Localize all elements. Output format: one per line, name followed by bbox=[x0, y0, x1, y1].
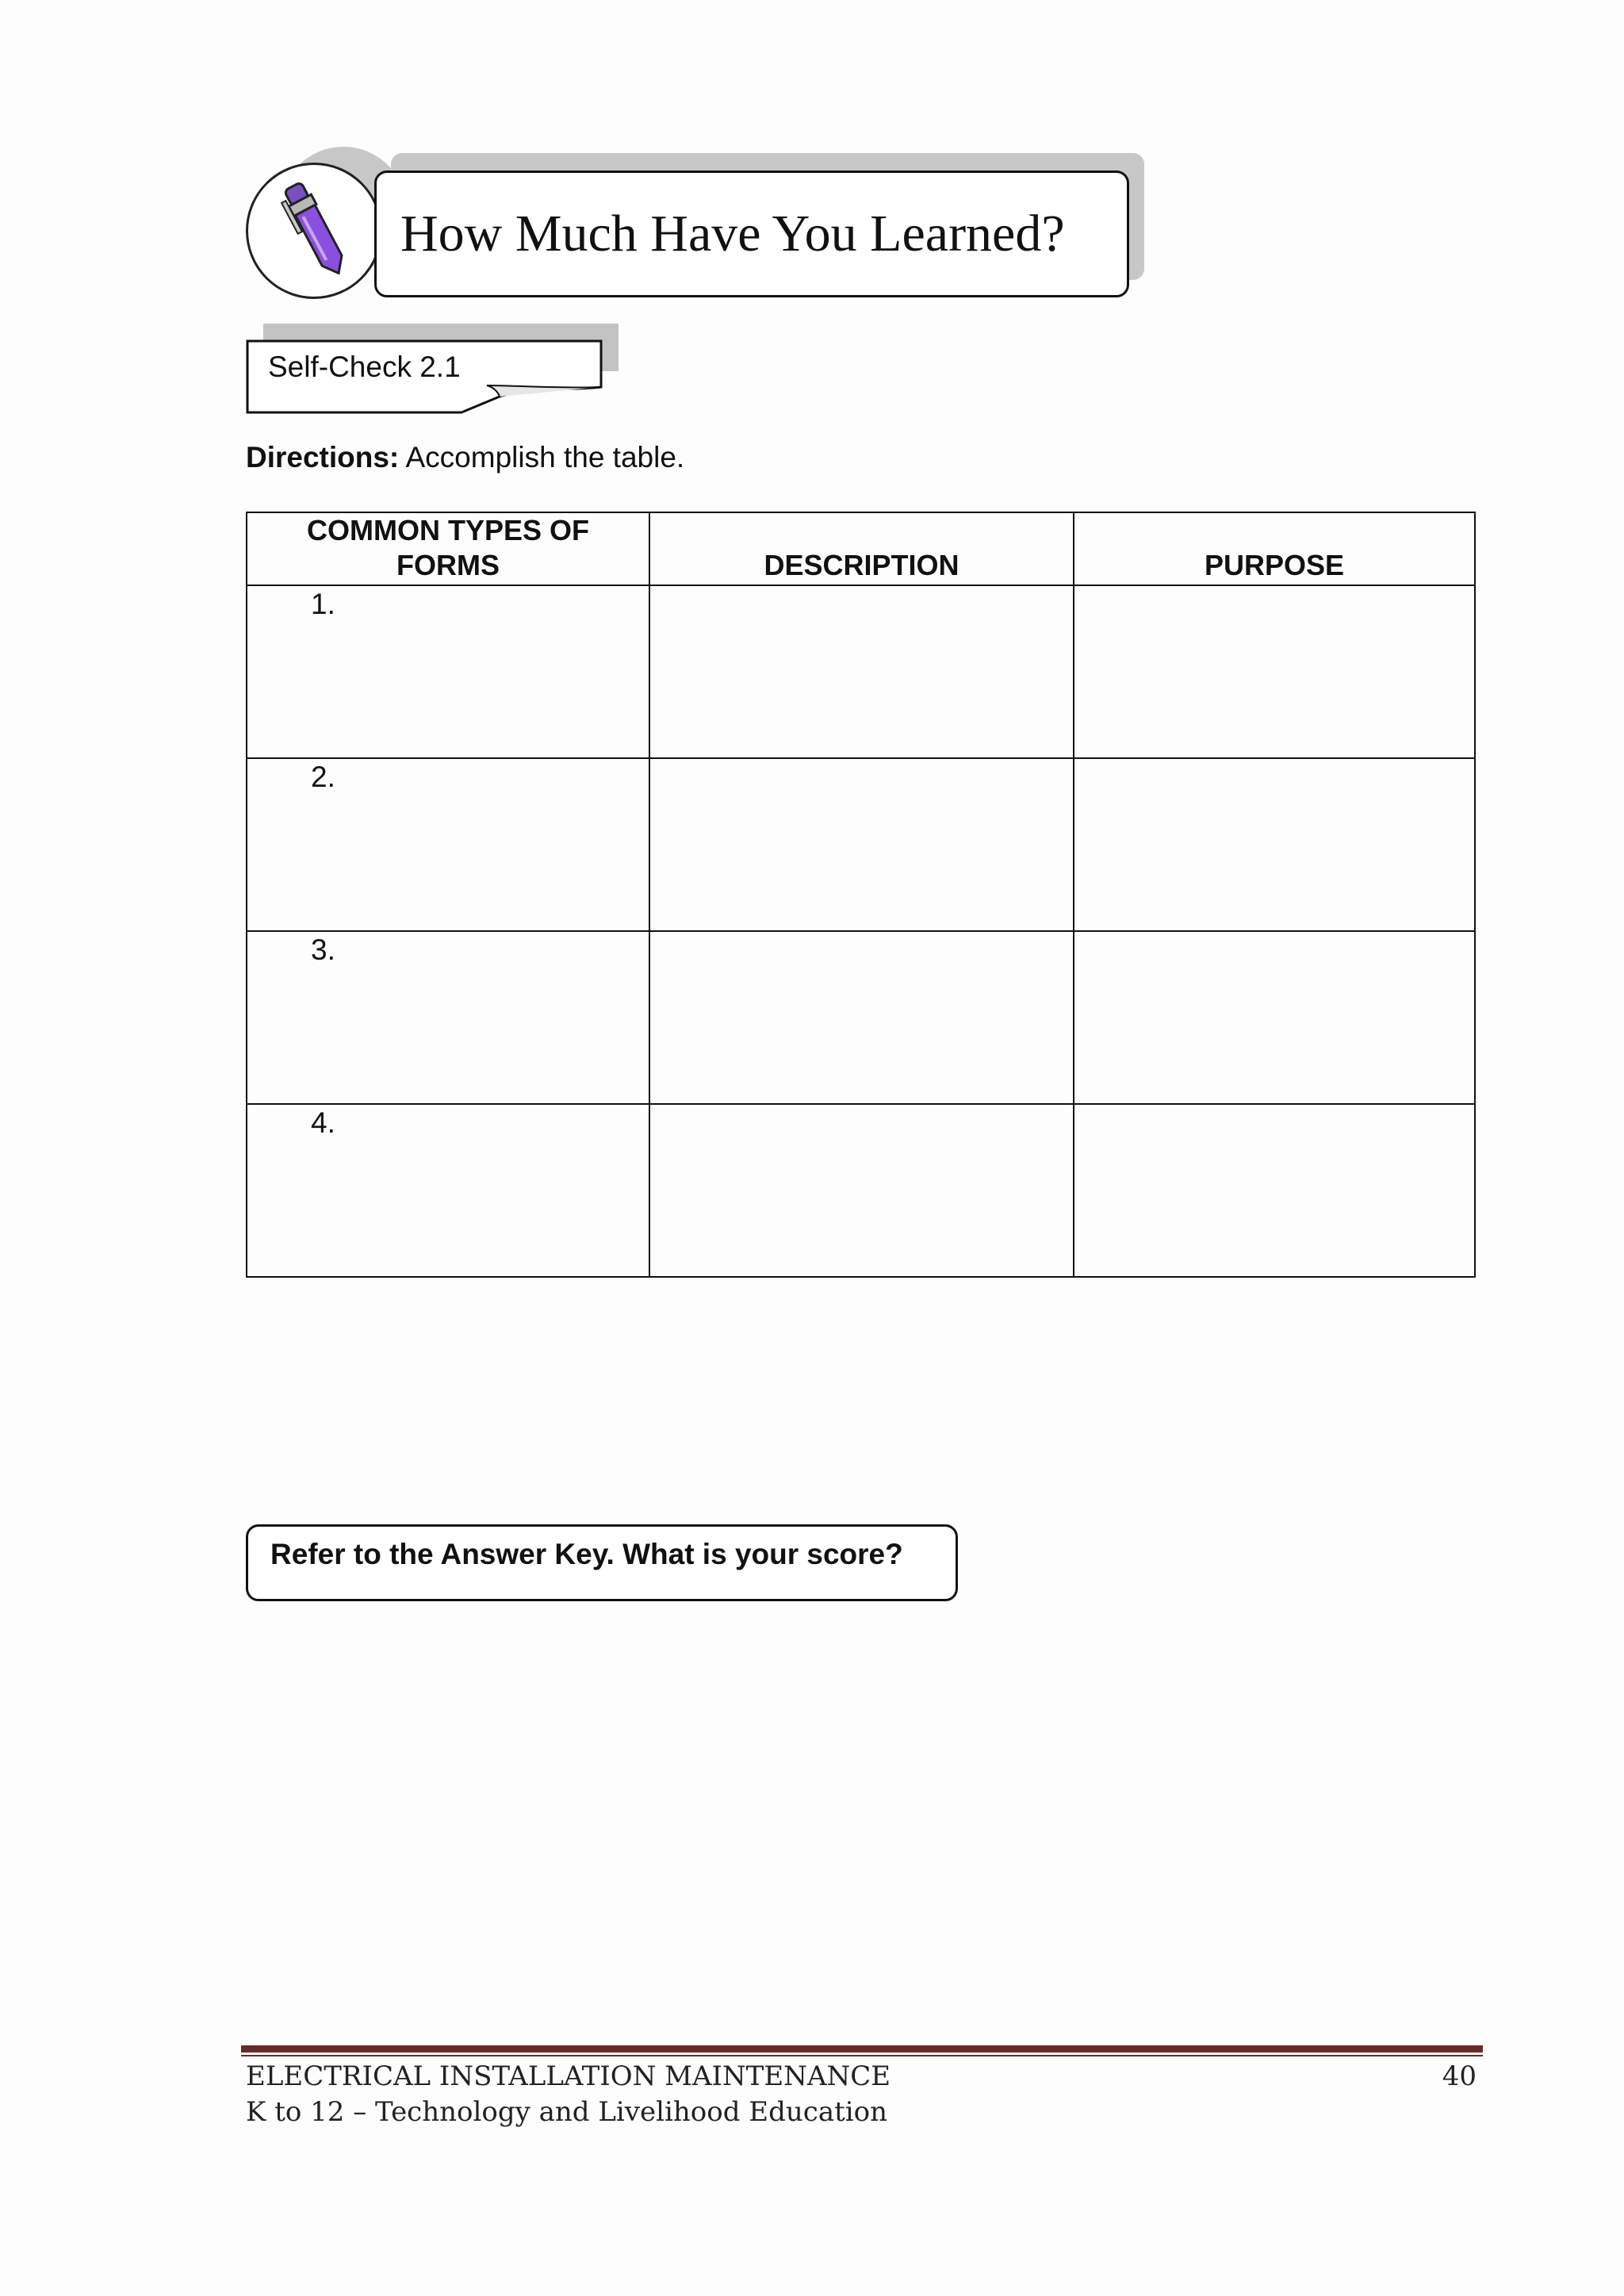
self-check-label: Self-Check 2.1 bbox=[268, 351, 461, 383]
form-type-cell[interactable] bbox=[247, 931, 649, 1104]
answer-key-text: Refer to the Answer Key. What is your score? bbox=[270, 1538, 903, 1570]
answer-key-box bbox=[246, 1524, 958, 1601]
table-row bbox=[247, 585, 1475, 758]
row-number: 2. bbox=[311, 761, 335, 793]
footer-divider-thin bbox=[241, 2055, 1483, 2056]
header-common-types: COMMON TYPES OF FORMS bbox=[247, 512, 649, 585]
section-title-box bbox=[374, 171, 1129, 297]
description-cell[interactable] bbox=[649, 931, 1074, 1104]
directions-label: Directions: bbox=[246, 441, 400, 473]
purpose-cell[interactable] bbox=[1074, 1104, 1475, 1277]
footer-divider bbox=[241, 2045, 1483, 2053]
table-row bbox=[247, 1104, 1475, 1277]
directions bbox=[246, 441, 684, 474]
directions-text: Accomplish the table. bbox=[399, 441, 685, 473]
purpose-cell[interactable] bbox=[1074, 585, 1475, 758]
description-cell[interactable] bbox=[649, 1104, 1074, 1277]
self-check-tab bbox=[246, 339, 603, 414]
header-description: DESCRIPTION bbox=[649, 512, 1074, 585]
table-header-row bbox=[247, 512, 1475, 585]
description-cell[interactable] bbox=[649, 585, 1074, 758]
row-number: 4. bbox=[311, 1106, 335, 1139]
forms-table bbox=[246, 512, 1476, 1278]
form-type-cell[interactable] bbox=[247, 585, 649, 758]
purpose-cell[interactable] bbox=[1074, 758, 1475, 931]
footer-course-title: ELECTRICAL INSTALLATION MAINTENANCE bbox=[246, 2060, 891, 2092]
table-row bbox=[247, 931, 1475, 1104]
row-number: 1. bbox=[311, 588, 335, 620]
table-row bbox=[247, 758, 1475, 931]
form-type-cell[interactable] bbox=[247, 1104, 649, 1277]
purpose-cell[interactable] bbox=[1074, 931, 1475, 1104]
page-number: 40 bbox=[1442, 2060, 1477, 2092]
header-purpose: PURPOSE bbox=[1074, 512, 1475, 585]
description-cell[interactable] bbox=[649, 758, 1074, 931]
page-title: How Much Have You Learned? bbox=[400, 205, 1065, 263]
footer-program: K to 12 – Technology and Livelihood Education bbox=[246, 2096, 887, 2128]
row-number: 3. bbox=[311, 933, 335, 966]
pen-icon bbox=[246, 163, 382, 299]
form-type-cell[interactable] bbox=[247, 758, 649, 931]
